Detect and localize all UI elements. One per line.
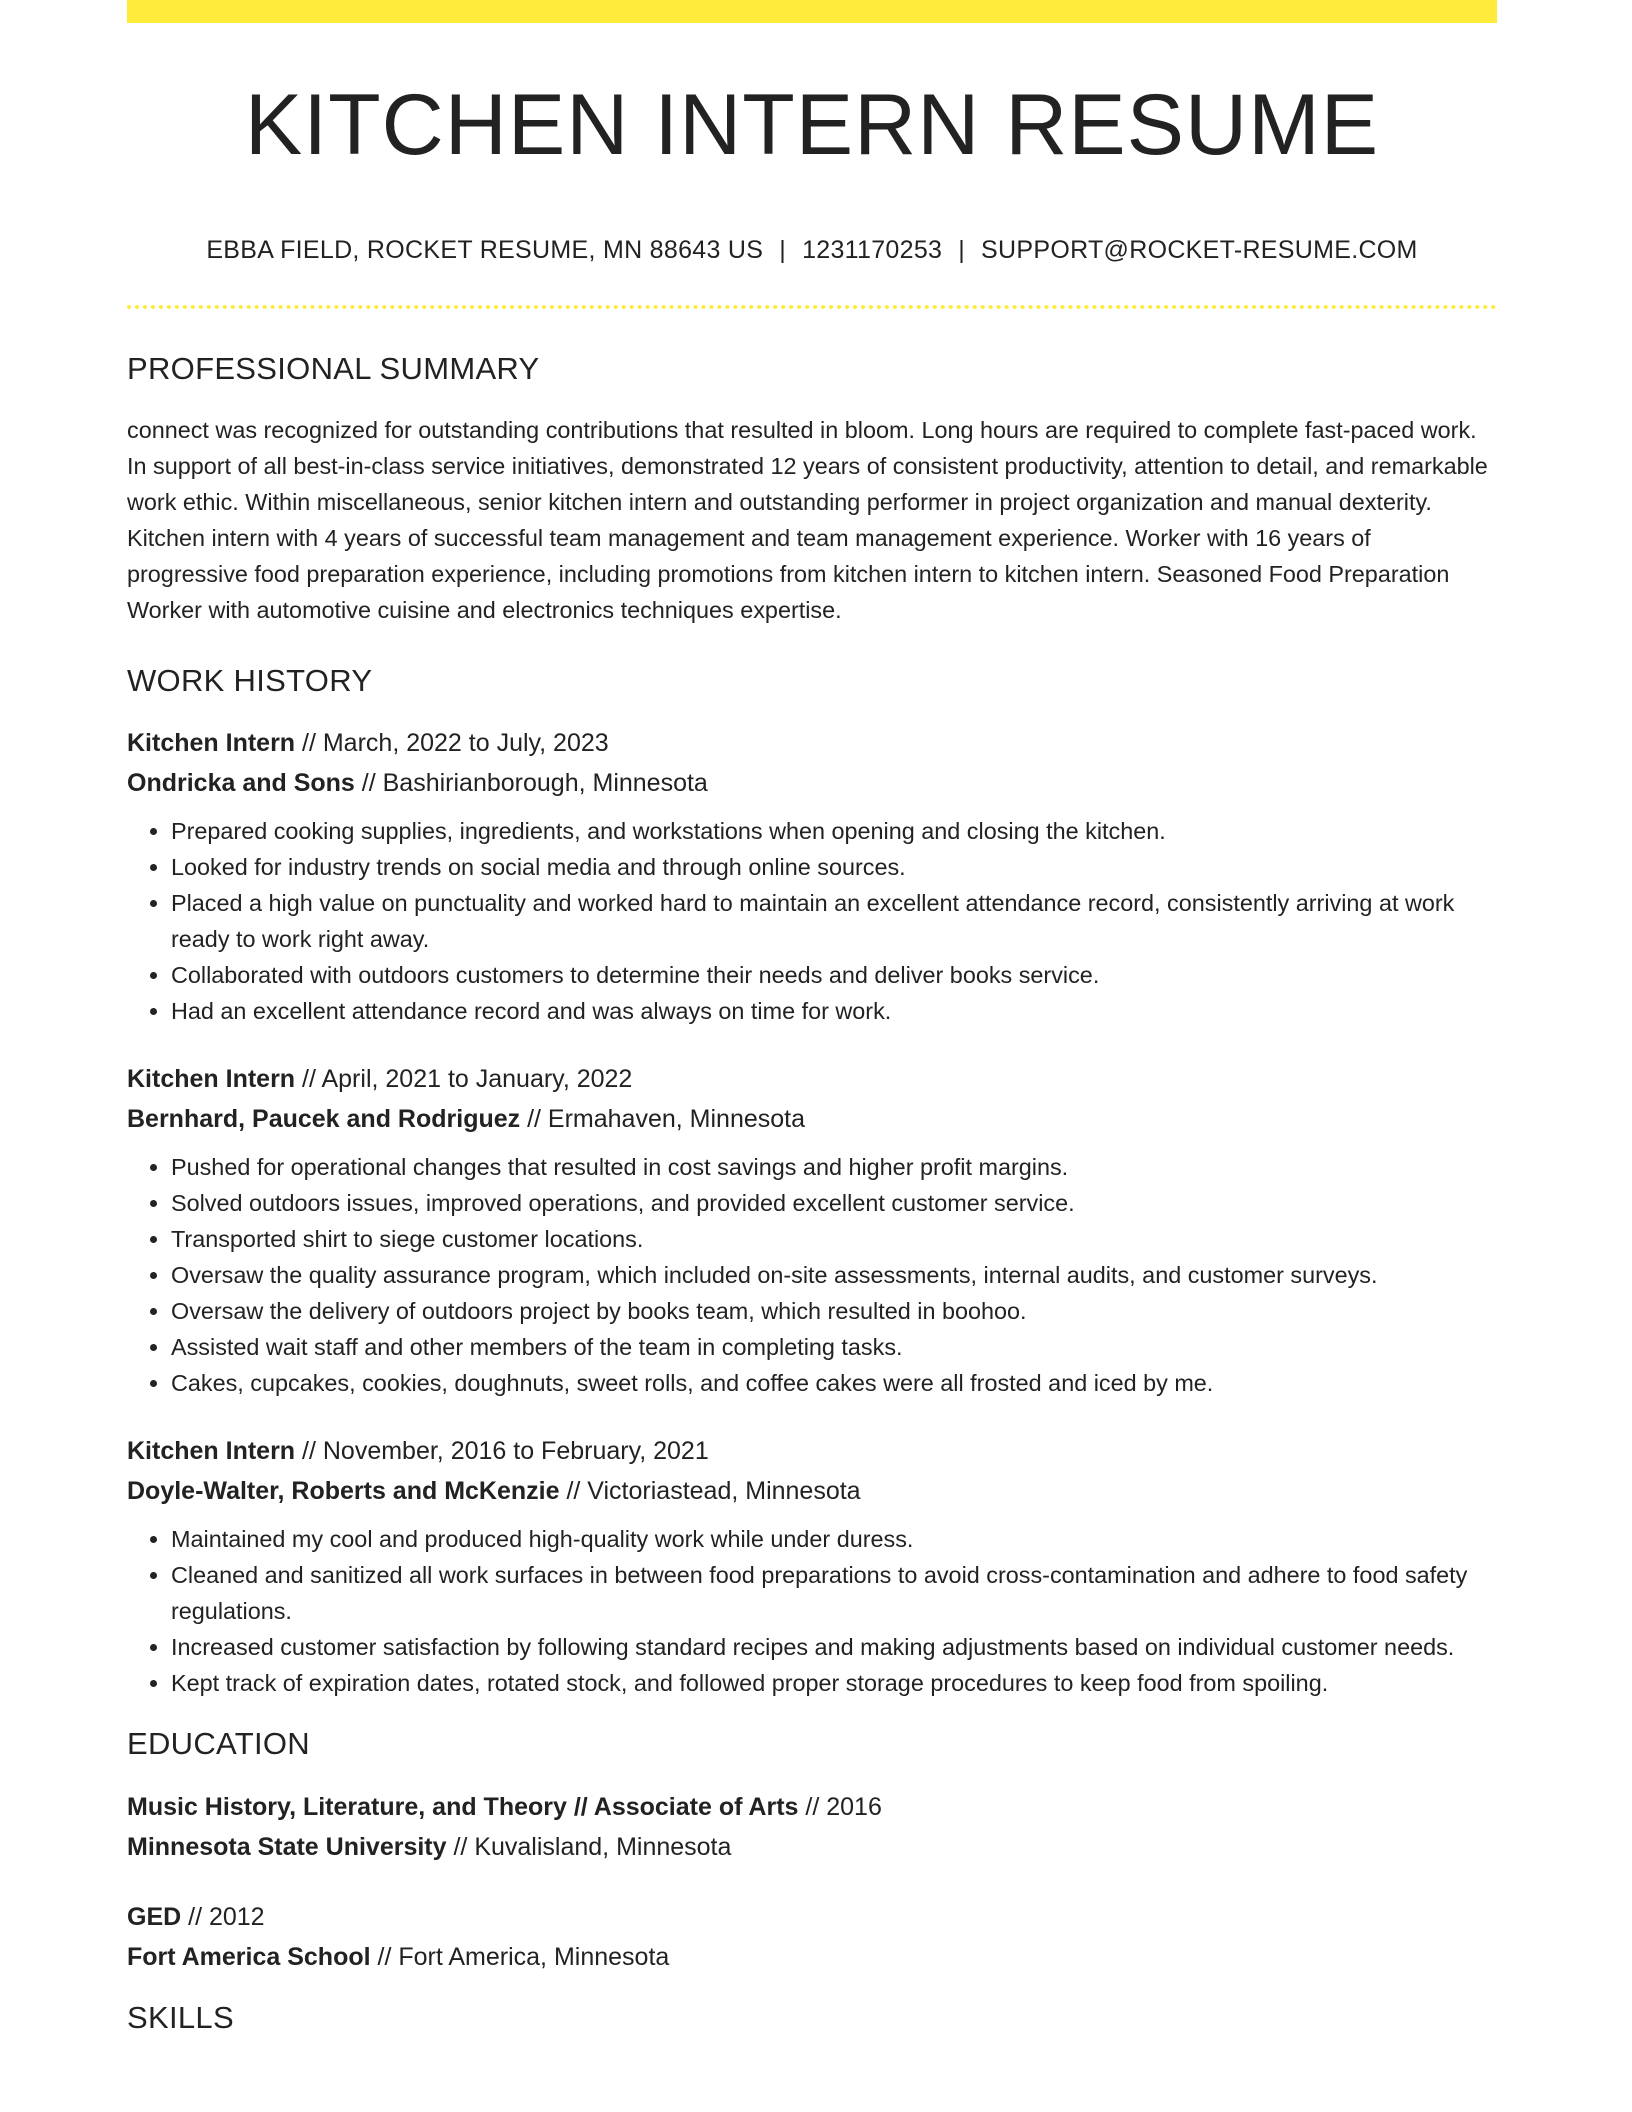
job-company-line	[127, 1471, 1497, 1511]
section-heading-skills: SKILLS	[127, 1999, 234, 2035]
work-history-section	[127, 662, 1497, 1701]
job-bullets	[127, 813, 1497, 1029]
education-school: Minnesota State University	[127, 1832, 447, 1861]
list-item: • Transported shirt to siege customer locations.	[171, 1221, 1497, 1257]
job-company-line	[127, 1099, 1497, 1139]
dotted-divider	[127, 305, 1497, 309]
education-degree-line	[127, 1787, 1497, 1827]
contact-phone: 1231170253	[802, 236, 943, 264]
list-item: • Cakes, cupcakes, cookies, doughnuts, sweet rolls, and coffee cakes were all frosted and iced by me.	[171, 1365, 1497, 1401]
summary-text: connect was recognized for outstanding contributions that resulted in bloom. Long hours are required to complete fast-paced work. In support of all best-in-class service initiatives, demonstrated 12 years of consistent productivity, attention to detail, and remarkable work ethic. Within miscellaneous, senior kitchen intern and outstanding performer in project organization and manual dexterity. Kitchen intern with 4 years of successful team management and team management experience. Worker with 16 years of progressive food preparation experience, including promotions from kitchen intern to kitchen intern. Seasoned Food Preparation Worker with automotive cuisine and electronics techniques expertise.	[127, 417, 1488, 624]
professional-summary-section	[127, 350, 1497, 628]
education-entry	[127, 1897, 1497, 1977]
job-role: Kitchen Intern	[127, 1437, 296, 1466]
list-item: • Increased customer satisfaction by following standard recipes and making adjustments based on individual customer needs.	[171, 1629, 1497, 1665]
job-role: Kitchen Intern	[127, 729, 296, 758]
job-entry	[127, 1059, 1497, 1401]
contact-line	[127, 236, 1497, 265]
resume-title: KITCHEN INTERN RESUME	[244, 77, 1380, 173]
list-item: • Maintained my cool and produced high-quality work while under duress.	[171, 1521, 1497, 1557]
job-bullets	[127, 1149, 1497, 1401]
resume-content	[127, 350, 1497, 2036]
job-location: // Bashirianborough, Minnesota	[354, 769, 708, 798]
job-role: Kitchen Intern	[127, 1065, 296, 1094]
education-school-line	[127, 1937, 1497, 1977]
job-entry	[127, 1431, 1497, 1701]
job-company: Doyle-Walter, Roberts and McKenzie	[127, 1477, 560, 1506]
section-heading-summary: PROFESSIONAL SUMMARY	[127, 351, 540, 386]
list-item: • Assisted wait staff and other members of the team in completing tasks.	[171, 1329, 1497, 1365]
job-title-line	[127, 1059, 1497, 1099]
education-school: Fort America School	[127, 1942, 371, 1971]
top-accent-bar	[127, 0, 1497, 23]
section-heading-education: EDUCATION	[127, 1726, 310, 1762]
education-entry	[127, 1787, 1497, 1867]
job-dates: // November, 2016 to February, 2021	[295, 1437, 709, 1466]
contact-email: SUPPORT@ROCKET-RESUME.COM	[981, 236, 1418, 264]
job-dates: // April, 2021 to January, 2022	[295, 1065, 633, 1094]
list-item: • Oversaw the delivery of outdoors project by books team, which resulted in boohoo.	[171, 1293, 1497, 1329]
job-bullets	[127, 1521, 1497, 1701]
job-dates: // March, 2022 to July, 2023	[295, 729, 609, 758]
list-item: • Looked for industry trends on social media and through online sources.	[171, 849, 1497, 885]
job-company: Ondricka and Sons	[127, 769, 355, 798]
education-year: // 2016	[798, 1792, 882, 1821]
education-degree-line	[127, 1897, 1497, 1937]
list-item: • Oversaw the quality assurance program, which included on-site assessments, internal audits, and customer surveys.	[171, 1257, 1497, 1293]
contact-address: EBBA FIELD, ROCKET RESUME, MN 88643 US	[206, 236, 764, 264]
job-location: // Ermahaven, Minnesota	[520, 1105, 806, 1134]
contact-separator: |	[958, 236, 966, 264]
education-degree: GED	[127, 1902, 182, 1931]
list-item: • Pushed for operational changes that resulted in cost savings and higher profit margins.	[171, 1149, 1497, 1185]
skills-section	[127, 1999, 1497, 2036]
list-item: • Prepared cooking supplies, ingredients, and workstations when opening and closing the kitchen.	[171, 813, 1497, 849]
section-heading-work-history: WORK HISTORY	[127, 663, 373, 699]
job-company-line	[127, 763, 1497, 803]
job-entry	[127, 723, 1497, 1029]
education-location: // Kuvalisland, Minnesota	[446, 1832, 732, 1861]
education-year: // 2012	[181, 1902, 265, 1931]
list-item: • Solved outdoors issues, improved operations, and provided excellent customer service.	[171, 1185, 1497, 1221]
list-item: • Kept track of expiration dates, rotated stock, and followed proper storage procedures to keep food from spoiling.	[171, 1665, 1497, 1701]
job-title-line	[127, 723, 1497, 763]
education-school-line	[127, 1827, 1497, 1867]
contact-separator: |	[779, 236, 787, 264]
list-item: • Cleaned and sanitized all work surfaces in between food preparations to avoid cross-contamination and adhere to food safety regulations.	[171, 1557, 1497, 1629]
list-item: • Collaborated with outdoors customers to determine their needs and deliver books service.	[171, 957, 1497, 993]
job-company: Bernhard, Paucek and Rodriguez	[127, 1105, 521, 1134]
job-title-line	[127, 1431, 1497, 1471]
education-location: // Fort America, Minnesota	[370, 1942, 670, 1971]
education-degree: Music History, Literature, and Theory // Associate of Arts	[127, 1792, 799, 1821]
list-item: • Had an excellent attendance record and was always on time for work.	[171, 993, 1497, 1029]
job-location: // Victoriastead, Minnesota	[559, 1477, 861, 1506]
education-section	[127, 1725, 1497, 1976]
list-item: • Placed a high value on punctuality and worked hard to maintain an excellent attendance record, consistently arriving at work ready to work right away.	[171, 885, 1497, 957]
